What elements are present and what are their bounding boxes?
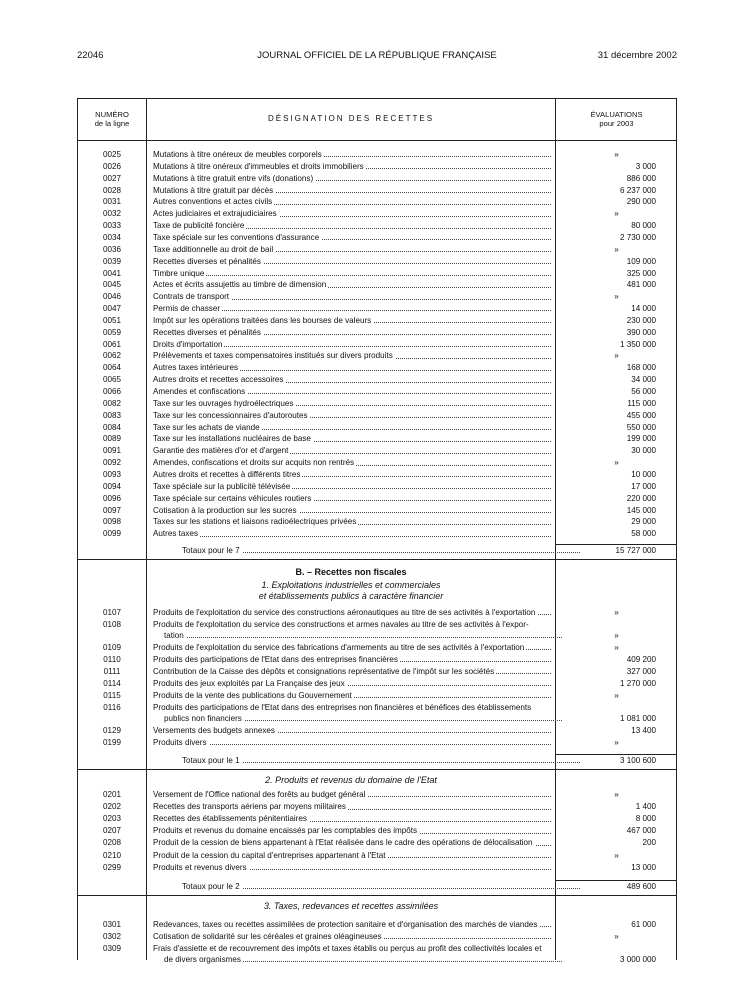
- section-rule: [78, 895, 676, 896]
- table-row: [78, 196, 676, 207]
- section-rule: [78, 559, 676, 560]
- line-number: 0065: [102, 375, 121, 385]
- section-3-title: 3. Taxes, redevances et recettes assimilées: [263, 901, 439, 911]
- table-row: [78, 220, 676, 231]
- line-label: Amendes, confiscations et droits sur acquits non rentrés: [153, 457, 551, 468]
- column-header-numero: NUMÉRO de la ligne: [94, 110, 130, 128]
- line-number: 0208: [102, 838, 121, 848]
- table-row: [78, 339, 676, 350]
- line-number: 0083: [102, 410, 121, 420]
- line-label: Cotisation à la production sur les sucres: [153, 505, 551, 516]
- table-row: [78, 801, 676, 812]
- line-label: Versement de l'Office national des forêts au budget général: [153, 789, 551, 800]
- table-row: [78, 268, 676, 279]
- line-number: 0045: [102, 280, 121, 290]
- table-row: [78, 469, 676, 480]
- table-row: [78, 528, 676, 539]
- line-label: Prélèvements et taxes compensatoires institués sur divers produits: [153, 350, 551, 361]
- table-row: [78, 505, 676, 516]
- total-rule: [556, 754, 677, 755]
- table-row: [78, 813, 676, 824]
- line-number: 0092: [102, 458, 121, 468]
- table-row: [78, 433, 676, 444]
- line-number: 0207: [102, 826, 121, 836]
- line-value: 109 000: [626, 256, 656, 266]
- section-1-title-line1: 1. Exploitations industrielles et commerciales: [261, 580, 441, 590]
- line-number: 0041: [102, 268, 121, 278]
- table-row: 0110 Produits des participations de l'Etat dans des entreprises financières 409 200: [103, 655, 656, 664]
- line-label: Recettes diverses et pénalités: [153, 327, 551, 338]
- line-label: Impôt sur les opérations traitées dans les bourses de valeurs: [153, 315, 551, 326]
- line-label: Produit de la cession de biens appartenant à l'Etat réalisée dans le cadre des opérations de délocalisation: [153, 837, 551, 848]
- line-number: 0089: [102, 434, 121, 444]
- table-row: [78, 850, 676, 861]
- line-value: 199 000: [626, 434, 656, 444]
- table-row: [78, 315, 676, 326]
- line-value: »: [614, 458, 619, 468]
- line-number: 0202: [102, 802, 121, 812]
- line-value: »: [614, 150, 619, 159]
- line-label: Amendes et confiscations: [153, 386, 551, 397]
- line-value: 455 000: [626, 410, 656, 420]
- table-row: [78, 481, 676, 492]
- table-row: [78, 493, 676, 504]
- table-row: 0108 Produits de l'exploitation du service des constructions et armes navales au titre de ses activités à l'expor-: [102, 620, 529, 629]
- line-value: 13 000: [631, 862, 656, 872]
- line-number: 0082: [102, 398, 121, 408]
- line-label: Produit de la cession du capital d'entreprises appartenant à l'Etat: [153, 850, 551, 861]
- line-label: Permis de chasser: [153, 303, 551, 314]
- publication-date: 31 décembre 2002: [597, 50, 677, 61]
- line-value: 220 000: [626, 493, 656, 503]
- line-value: 467 000: [626, 826, 656, 836]
- line-label: Contrats de transport: [153, 291, 551, 302]
- table-row: 0111 Contribution de la Caisse des dépôts et consignations représentative de l'impôt sur les sociétés 327 000: [103, 667, 656, 676]
- line-label: Taxe sur les concessionnaires d'autoroutes: [153, 410, 551, 421]
- table-row: [78, 516, 676, 527]
- line-number: 0033: [102, 221, 121, 231]
- line-value: 14 000: [631, 304, 656, 314]
- line-label: Produits et revenus divers: [153, 862, 551, 873]
- table-row: 0107 Produits de l'exploitation du service des constructions aéronautiques au titre de ses activités à l'exportation »: [102, 608, 619, 617]
- line-number: 0032: [102, 209, 121, 219]
- table-row: [78, 386, 676, 397]
- line-value: 6 237 000: [619, 185, 656, 195]
- table-row: [78, 173, 676, 184]
- line-number: 0036: [102, 244, 121, 254]
- line-label: Taxe additionnelle au droit de bail: [153, 244, 551, 255]
- line-number: 0026: [102, 161, 121, 171]
- line-number: 0047: [102, 304, 121, 314]
- line-value: 325 000: [626, 268, 656, 278]
- line-number: 0093: [102, 469, 121, 479]
- table-row: [78, 208, 676, 219]
- section-2-title: 2. Produits et revenus du domaine de l'Etat: [265, 775, 437, 785]
- line-label: Autres conventions et actes civils: [153, 196, 551, 207]
- table-row: [78, 185, 676, 196]
- line-label: Actes et écrits assujettis au timbre de dimension: [153, 279, 551, 290]
- line-number: 0027: [102, 173, 121, 183]
- table-row-continuation: tation »: [164, 631, 619, 640]
- line-number: 0025: [102, 150, 121, 159]
- table-row: [78, 410, 676, 421]
- line-label: Autres droits et recettes à différents titres: [153, 469, 551, 480]
- line-label: Taxe sur les installations nucléaires de base: [153, 433, 551, 444]
- table-row: 0199 Produits divers »: [102, 738, 619, 747]
- line-label: Produits et revenus du domaine encaissés par les comptables des impôts: [153, 825, 551, 836]
- table-row: 0114 Produits des jeux exploités par La Française des jeux 1 270 000: [103, 679, 656, 688]
- line-number: 0098: [102, 517, 121, 527]
- table-row: [78, 279, 676, 290]
- table-row: [78, 789, 676, 800]
- table-row: [78, 303, 676, 314]
- line-number: 0034: [102, 232, 121, 242]
- table-row: [78, 291, 676, 302]
- line-value: 30 000: [631, 446, 656, 456]
- line-number: 0091: [102, 446, 121, 456]
- revenue-table: [77, 98, 677, 964]
- table-row: 0302 Cotisation de solidarité sur les céréales et graines oléagineuses »: [102, 932, 619, 941]
- table-row: [78, 161, 676, 172]
- table-row-continuation: publics non financiers 1 081 000: [164, 714, 656, 723]
- line-number: 0099: [102, 529, 121, 539]
- line-label: Garantie des matières d'or et d'argent: [153, 445, 551, 456]
- line-number: 0203: [102, 814, 121, 824]
- line-value: 145 000: [626, 505, 656, 515]
- table-row: [78, 398, 676, 409]
- line-label: Taxe sur les ouvrages hydroélectriques: [153, 398, 551, 409]
- line-number: 0059: [102, 327, 121, 337]
- line-value: »: [614, 292, 619, 302]
- total-row-1: Totaux pour le 1 3 100 600: [182, 756, 656, 765]
- section-b-title: B. – Recettes non fiscales: [295, 567, 407, 577]
- line-value: »: [614, 209, 619, 219]
- line-value: 550 000: [626, 422, 656, 432]
- total-rule: [556, 544, 677, 545]
- line-value: 3 000: [635, 161, 656, 171]
- line-number: 0039: [102, 256, 121, 266]
- table-row: [78, 422, 676, 433]
- section-1-title-line2: et établissements publics à caractère financier: [258, 591, 444, 601]
- table-row: [78, 244, 676, 255]
- line-value: 8 000: [635, 814, 656, 824]
- line-value: 200: [642, 838, 656, 848]
- line-number: 0084: [102, 422, 121, 432]
- line-number: 0051: [102, 315, 121, 325]
- table-row: [78, 837, 676, 848]
- table-header: [78, 99, 676, 141]
- line-value: 34 000: [631, 375, 656, 385]
- line-label: Actes judiciaires et extrajudiciaires: [153, 208, 551, 219]
- line-number: 0028: [102, 185, 121, 195]
- page-number: 22046: [77, 50, 104, 61]
- table-row: [78, 825, 676, 836]
- line-value: »: [614, 850, 619, 860]
- line-label: Mutations à titre onéreux de meubles corporels: [153, 149, 551, 160]
- line-label: Taxe spéciale sur les conventions d'assurance: [153, 232, 551, 243]
- line-number: 0094: [102, 481, 121, 491]
- line-label: Taxes sur les stations et liaisons radioélectriques privées: [153, 516, 551, 527]
- line-number: 0096: [102, 493, 121, 503]
- line-value: 115 000: [627, 398, 656, 408]
- table-row: [78, 327, 676, 338]
- line-value: 2 730 000: [619, 232, 656, 242]
- line-label: Recettes des transports aériens par moyens militaires: [153, 801, 551, 812]
- table-row: 0301 Redevances, taxes ou recettes assimilées de protection sanitaire et d'organisation des marchés de viandes 61 000: [102, 920, 656, 929]
- line-label: Taxe spéciale sur certains véhicules routiers: [153, 493, 551, 504]
- line-label: Timbre unique: [153, 268, 551, 279]
- line-label: Taxe spéciale sur la publicité télévisée: [153, 481, 551, 492]
- line-value: 56 000: [631, 387, 656, 396]
- line-value: 10 000: [631, 469, 656, 479]
- line-number: 0210: [102, 850, 121, 860]
- line-value: 168 000: [626, 363, 656, 373]
- column-header-evaluations: ÉVALUATIONS pour 2003: [590, 110, 643, 128]
- line-number: 0299: [102, 862, 121, 872]
- total-rule: [556, 880, 677, 881]
- table-row: [78, 374, 676, 385]
- line-value: 1 400: [635, 802, 656, 812]
- table-row: [78, 862, 676, 873]
- line-value: 290 000: [626, 197, 656, 207]
- table-row: 0116 Produits des participations de l'Etat dans des entreprises non financières et bénéfices des établissements: [103, 703, 532, 712]
- line-value: 17 000: [631, 481, 656, 491]
- line-number: 0046: [102, 292, 121, 302]
- line-value: »: [614, 244, 619, 254]
- table-row: 0109 Produits de l'exploitation du service des fabrications d'armements au titre de ses activités à l'exportation »: [102, 643, 619, 652]
- line-value: 58 000: [631, 529, 656, 539]
- table-row: [78, 256, 676, 267]
- table-row: 0309 Frais d'assiette et de recouvrement des impôts et taxes établis ou perçus au profit des collectivités locales et: [102, 944, 542, 953]
- line-value: 481 000: [626, 280, 656, 290]
- line-value: 230 000: [626, 315, 656, 325]
- line-number: 0061: [102, 339, 121, 349]
- line-number: 0062: [102, 351, 121, 361]
- line-label: Mutations à titre gratuit entre vifs (donations): [153, 173, 551, 184]
- line-value: 1 350 000: [619, 339, 656, 349]
- table-row: [78, 149, 676, 160]
- table-row: [78, 457, 676, 468]
- line-value: »: [614, 790, 619, 799]
- line-label: Droits d'importation: [153, 339, 551, 350]
- table-row: [78, 362, 676, 373]
- line-label: Taxe sur les achats de viande: [153, 422, 551, 433]
- line-label: Autres taxes: [153, 528, 551, 539]
- line-number: 0064: [102, 363, 121, 373]
- line-value: 80 000: [631, 221, 656, 231]
- total-row-7: Totaux pour le 7 15 727 000: [182, 546, 656, 555]
- line-label: Recettes diverses et pénalités: [153, 256, 551, 267]
- page-header: [77, 50, 677, 64]
- line-value: 886 000: [626, 173, 656, 183]
- table-row: [78, 232, 676, 243]
- line-label: Mutations à titre onéreux d'immeubles et droits immobiliers: [153, 161, 551, 172]
- table-row-continuation: de divers organismes 3 000 000: [164, 955, 656, 964]
- line-value: 29 000: [631, 517, 656, 527]
- table-row: 0115 Produits de la vente des publications du Gouvernement »: [103, 691, 619, 700]
- line-number: 0201: [102, 790, 121, 799]
- journal-title: JOURNAL OFFICIEL DE LA RÉPUBLIQUE FRANÇAISE: [257, 50, 497, 61]
- line-value: »: [614, 351, 619, 361]
- line-label: Recettes des établissements pénitentiaires: [153, 813, 551, 824]
- table-row: [78, 445, 676, 456]
- section-rule: [78, 769, 676, 770]
- column-header-designation: DÉSIGNATION DES RECETTES: [267, 114, 435, 124]
- line-label: Mutations à titre gratuit par décès: [153, 185, 551, 196]
- line-number: 0066: [102, 387, 121, 396]
- total-row-2: Totaux pour le 2 489 600: [182, 882, 656, 891]
- line-label: Autres taxes intérieures: [153, 362, 551, 373]
- line-value: 390 000: [626, 327, 656, 337]
- line-label: Taxe de publicité foncière: [153, 220, 551, 231]
- line-label: Autres droits et recettes accessoires: [153, 374, 551, 385]
- line-number: 0097: [102, 505, 121, 515]
- line-number: 0031: [102, 197, 121, 207]
- table-row: [78, 350, 676, 361]
- table-row: 0129 Versements des budgets annexes 13 400: [102, 726, 656, 735]
